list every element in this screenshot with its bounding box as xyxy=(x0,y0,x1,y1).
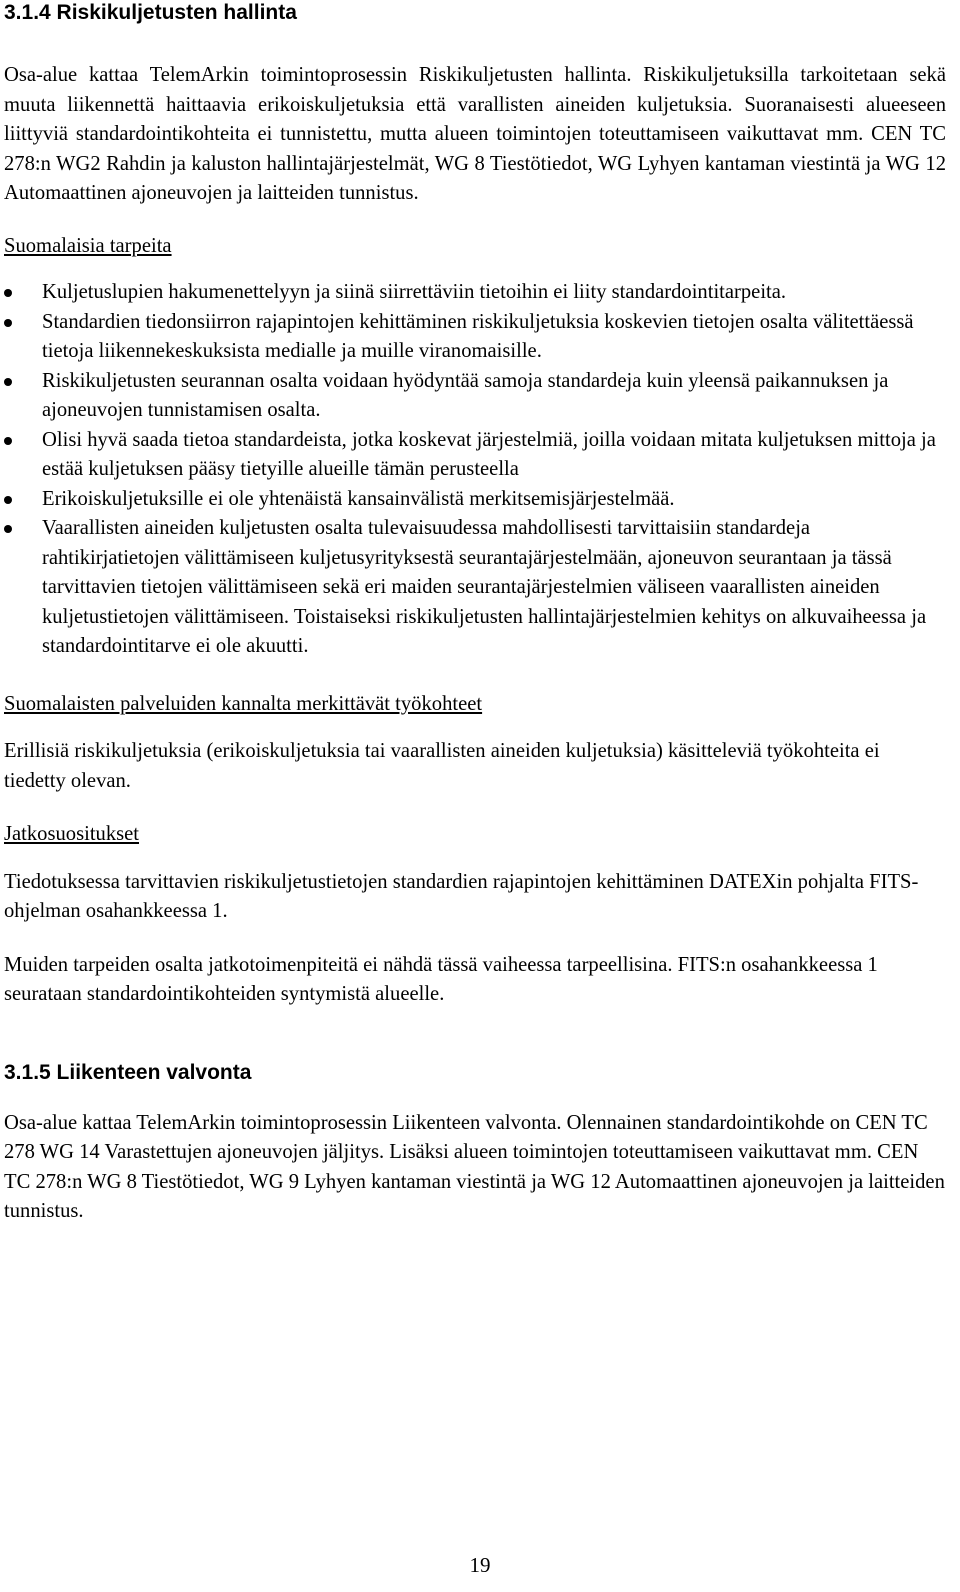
bullet-icon xyxy=(4,496,12,504)
bullet-icon xyxy=(4,378,12,386)
list-item xyxy=(4,278,946,308)
followup-paragraph-1: Tiedotuksessa tarvittavien riskikuljetustietojen standardien rajapintojen kehittäminen DATEXin pohjalta FITS-ohjelman osahankkeessa 1. xyxy=(4,870,919,922)
list-item-text: Kuljetuslupien hakumenettelyyn ja siinä siirrettäviin tietoihin ei liity standardointitarpeita. xyxy=(42,281,787,303)
list-item xyxy=(4,308,946,367)
bullet-icon xyxy=(4,289,12,297)
services-heading: Suomalaisten palveluiden kannalta merkittävät työkohteet xyxy=(4,692,483,715)
needs-list xyxy=(4,278,946,662)
section-3-1-5-paragraph: Osa-alue kattaa TelemArkin toimintoprosessin Liikenteen valvonta. Olennainen standardointikohde on CEN TC 278 WG 14 Varastettujen ajoneuvojen jäljitys. Lisäksi alueen toimintojen toteuttamiseen vaikuttavat mm. CEN TC 278:n WG 8 Tiestötiedot, WG 9 Lyhyen kantaman viestintä ja WG 12 Automaattinen ajoneuvojen ja laitteiden tunnistus. xyxy=(4,1111,945,1222)
list-item xyxy=(4,367,946,426)
list-item xyxy=(4,485,946,515)
list-item-text: Vaarallisten aineiden kuljetusten osalta tulevaisuudessa mahdollisesti tarvittaisiin standardeja rahtikirjatietojen välittämiseen kuljetusyrityksestä seurantajärjestelmään, ajoneuvon seurantaan ja tässä tarvittavien tietojen välittämiseen sekä eri maiden seurantajärjestelmien väliseen vaarallisten aineiden kuljetustietojen välittämiseen. Toistaiseksi riskikuljetusten hallintajärjestelmien kehitys on alkuvaiheessa ja standardointitarve ei ole akuutti. xyxy=(42,517,927,657)
services-paragraph: Erillisiä riskikuljetuksia (erikoiskuljetuksia tai vaarallisten aineiden kuljetuksia) käsitteleviä työkohteita ei tiedetty olevan. xyxy=(4,740,880,792)
section-intro-paragraph: Osa-alue kattaa TelemArkin toimintoprosessin Riskikuljetusten hallinta. Riskikuljetuksilla tarkoitetaan sekä muuta liikennettä haittaavia erikoiskuljetuksia että varallisten aineiden kuljetuksia. Suoranaisesti alueeseen liittyviä standardointikohteita ei tunnistettu, mutta alueen toimintojen toteuttamiseen vaikuttavat mm. CEN TC 278:n WG2 Rahdin ja kaluston hallintajärjestelmät, WG 8 Tiestötiedot, WG Lyhyen kantaman viestintä ja WG 12 Automaattinen ajoneuvojen ja laitteiden tunnistus. xyxy=(4,64,946,204)
list-item-text: Erikoiskuljetuksille ei ole yhtenäistä kansainvälistä merkitsemisjärjestelmää. xyxy=(42,487,675,510)
needs-heading: Suomalaisia tarpeita xyxy=(4,234,172,257)
list-item-text: Olisi hyvä saada tietoa standardeista, jotka koskevat järjestelmiä, joilla voidaan mitata kuljetuksen mittoja ja estää kuljetuksen pääsy tietyille alueille tämän perusteella xyxy=(42,428,936,480)
page-number: 19 xyxy=(469,1553,491,1577)
list-item-text: Riskikuljetusten seurannan osalta voidaan hyödyntää samoja standardeja kuin yleensä paikannuksen ja ajoneuvojen tunnistamisen osalta. xyxy=(42,369,889,421)
list-item xyxy=(4,426,946,485)
bullet-icon xyxy=(4,319,12,327)
bullet-icon xyxy=(4,525,12,533)
list-item xyxy=(4,514,946,662)
bullet-icon xyxy=(4,437,12,445)
section-heading-3-1-5: 3.1.5 Liikenteen valvonta xyxy=(4,1060,252,1084)
list-item-text: Standardien tiedonsiirron rajapintojen kehittäminen riskikuljetuksia koskevien tietojen osalta välitettäessä tietoja liikennekeskuksista medialle ja muille viranomaisille. xyxy=(42,310,914,362)
section-heading-3-1-4: 3.1.4 Riskikuljetusten hallinta xyxy=(4,1,297,24)
followup-paragraph-2: Muiden tarpeiden osalta jatkotoimenpiteitä ei nähdä tässä vaiheessa tarpeellisina. FITS:n osahankkeessa 1 seurataan standardointikohteiden syntymistä alueelle. xyxy=(4,953,878,1005)
followup-heading: Jatkosuositukset xyxy=(4,823,140,845)
